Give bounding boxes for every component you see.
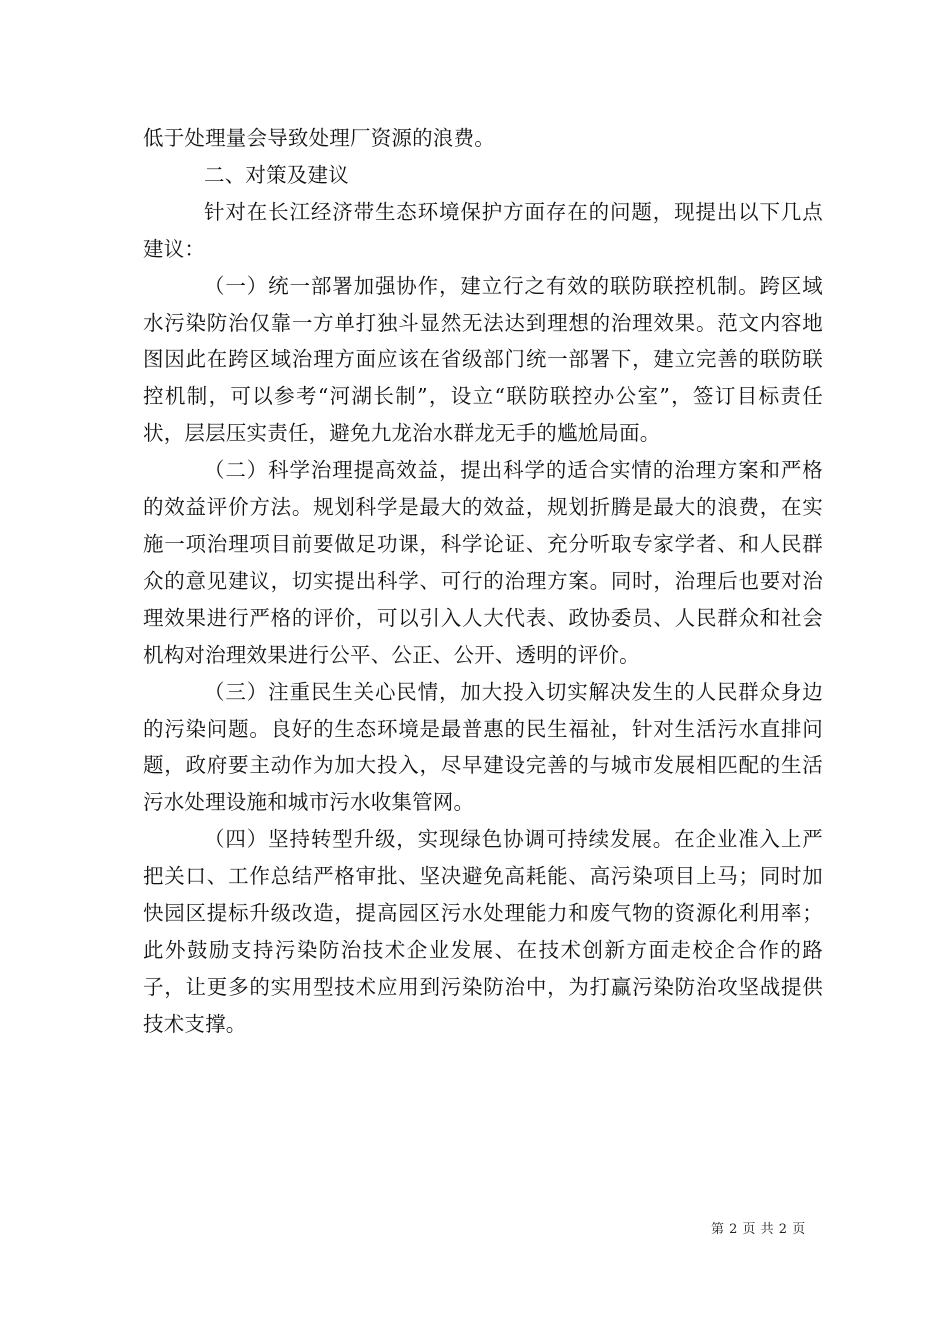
paragraph-intro: 针对在长江经济带生态环境保护方面存在的问题，现提出以下几点建议： (143, 199, 823, 261)
paragraph-point-4: （四）坚持转型升级，实现绿色协调可持续发展。在企业准入上严把关口、工作总结严格审批、坚决避免高耗能、高污染项目上马；同时加快园区提标升级改造，提高园区污水处理能力和废气物的资源化利用率；此外鼓励支持污染防治技术企业发展、在技术创新方面走校企合作的路子，让更多的实用型技术应用到污染防治中，为打赢污染防治攻坚战提供技术支撑。 (143, 827, 823, 1036)
paragraph-continuation: 低于处理量会导致处理厂资源的浪费。 (143, 126, 495, 150)
document-body (143, 120, 823, 1043)
paragraph-point-3: （三）注重民生关心民情，加大投入切实解决发生的人民群众身边的污染问题。良好的生态环境是最普惠的民生福祉，针对生活污水直排问题，政府要主动作为加大投入，尽早建设完善的与城市发展相匹配的生活污水处理设施和城市污水收集管网。 (143, 679, 823, 815)
paragraph-point-2: （二）科学治理提高效益，提出科学的适合实情的治理方案和严格的效益评价方法。规划科学是最大的效益，规划折腾是最大的浪费，在实施一项治理项目前要做足功课，科学论证、充分听取专家学者、和人民群众的意见建议，切实提出科学、可行的治理方案。同时，治理后也要对治理效果进行严格的评价，可以引入人大代表、政协委员、人民群众和社会机构对治理效果进行公平、公正、公开、透明的评价。 (143, 458, 823, 667)
page-number: 第 2 页 共 2 页 (711, 1222, 806, 1237)
paragraph-point-1: （一）统一部署加强协作，建立行之有效的联防联控机制。跨区域水污染防治仅靠一方单打独斗显然无法达到理想的治理效果。范文内容地图因此在跨区域治理方面应该在省级部门统一部署下，建立完善的联防联控机制，可以参考“河湖长制”，设立“联防联控办公室”，签订目标责任状，层层压实责任，避免九龙治水群龙无手的尴尬局面。 (143, 273, 823, 446)
section-heading: 二、对策及建议 (204, 162, 349, 187)
